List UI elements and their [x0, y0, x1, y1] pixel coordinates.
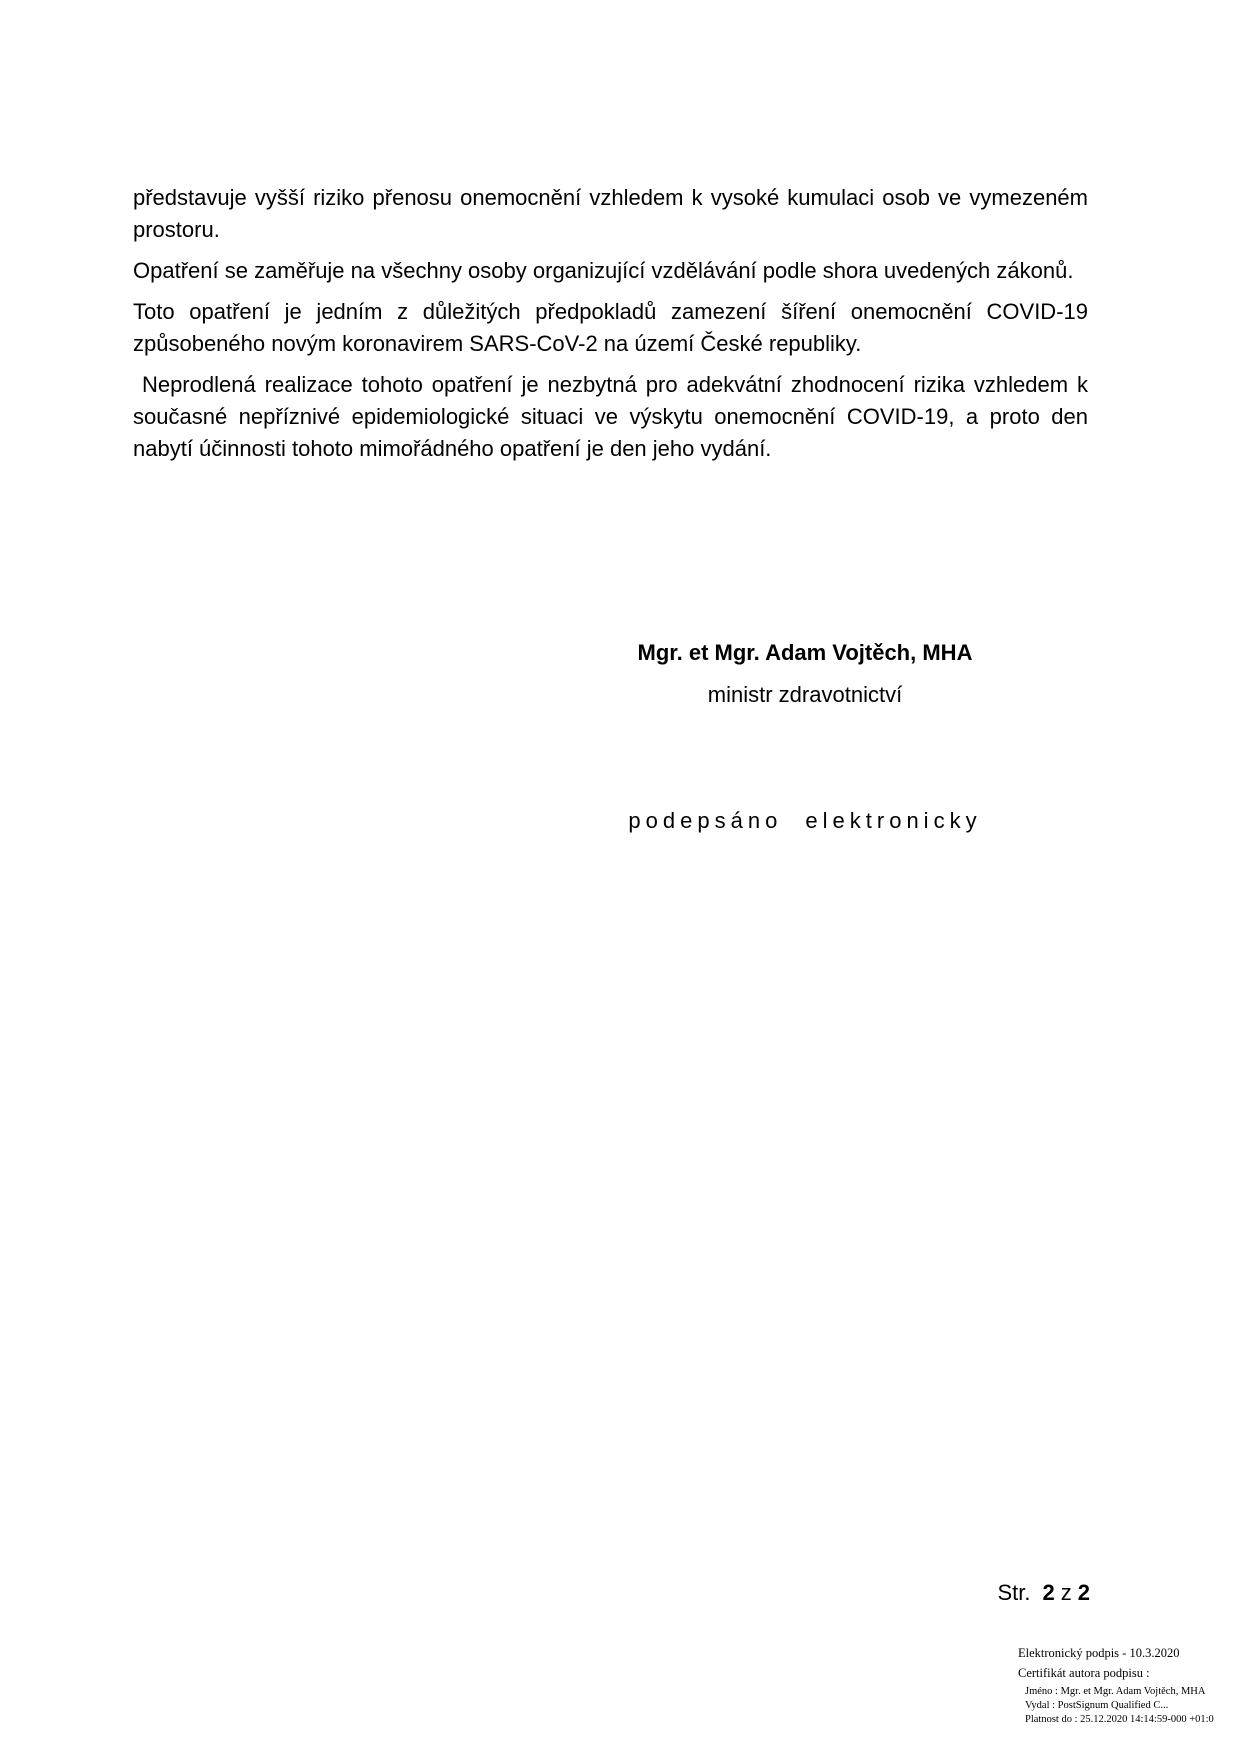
- signature-block: [505, 637, 1105, 711]
- paragraph: Opatření se zaměřuje na všechny osoby organizující vzdělávání podle shora uvedených zákonů.: [133, 258, 1074, 283]
- paragraph: Neprodlená realizace tohoto opatření je nezbytná pro adekvátní zhodnocení rizika vzhledem k současné nepříznivé epidemiologické situaci ve výskytu onemocnění COVID-19, a proto den nabytí účinnosti tohoto mimořádného opatření je den jeho vydání.: [133, 372, 1088, 461]
- e-signature-stamp: [1018, 1643, 1240, 1727]
- signature-name: Mgr. et Mgr. Adam Vojtěch, MHA: [637, 640, 973, 665]
- stamp-header-line: Elektronický podpis - 10.3.2020: [1018, 1646, 1180, 1660]
- page-number-total: 2: [1077, 1580, 1090, 1605]
- page-number-separator: z: [1060, 1580, 1072, 1605]
- page-number-label: Str.: [997, 1580, 1031, 1605]
- stamp-details: [1025, 1685, 1240, 1727]
- stamp-certificate-line: Certifikát autora podpisu :: [1018, 1666, 1150, 1680]
- page-number: [890, 1580, 1090, 1606]
- paragraph: představuje vyšší riziko přenosu onemocnění vzhledem k vysoké kumulaci osob ve vymezeném prostoru.: [133, 185, 1088, 242]
- signature-title: ministr zdravotnictví: [707, 682, 903, 707]
- stamp-detail-issuer: Vydal : PostSignum Qualified C...: [1025, 1700, 1169, 1711]
- stamp-detail-name: Jméno : Mgr. et Mgr. Adam Vojtěch, MHA: [1025, 1686, 1206, 1697]
- signed-electronically-note: podepsáno elektronicky: [628, 808, 982, 833]
- body-text: [133, 182, 1088, 474]
- paragraph: Toto opatření je jedním z důležitých předpokladů zamezení šíření onemocnění COVID-19 způsobeného novým koronavirem SARS-CoV-2 na území České republiky.: [133, 299, 1088, 356]
- page-number-current: 2: [1042, 1580, 1055, 1605]
- stamp-detail-validity: Platnost do : 25.12.2020 14:14:59-000 +01:0: [1025, 1714, 1214, 1725]
